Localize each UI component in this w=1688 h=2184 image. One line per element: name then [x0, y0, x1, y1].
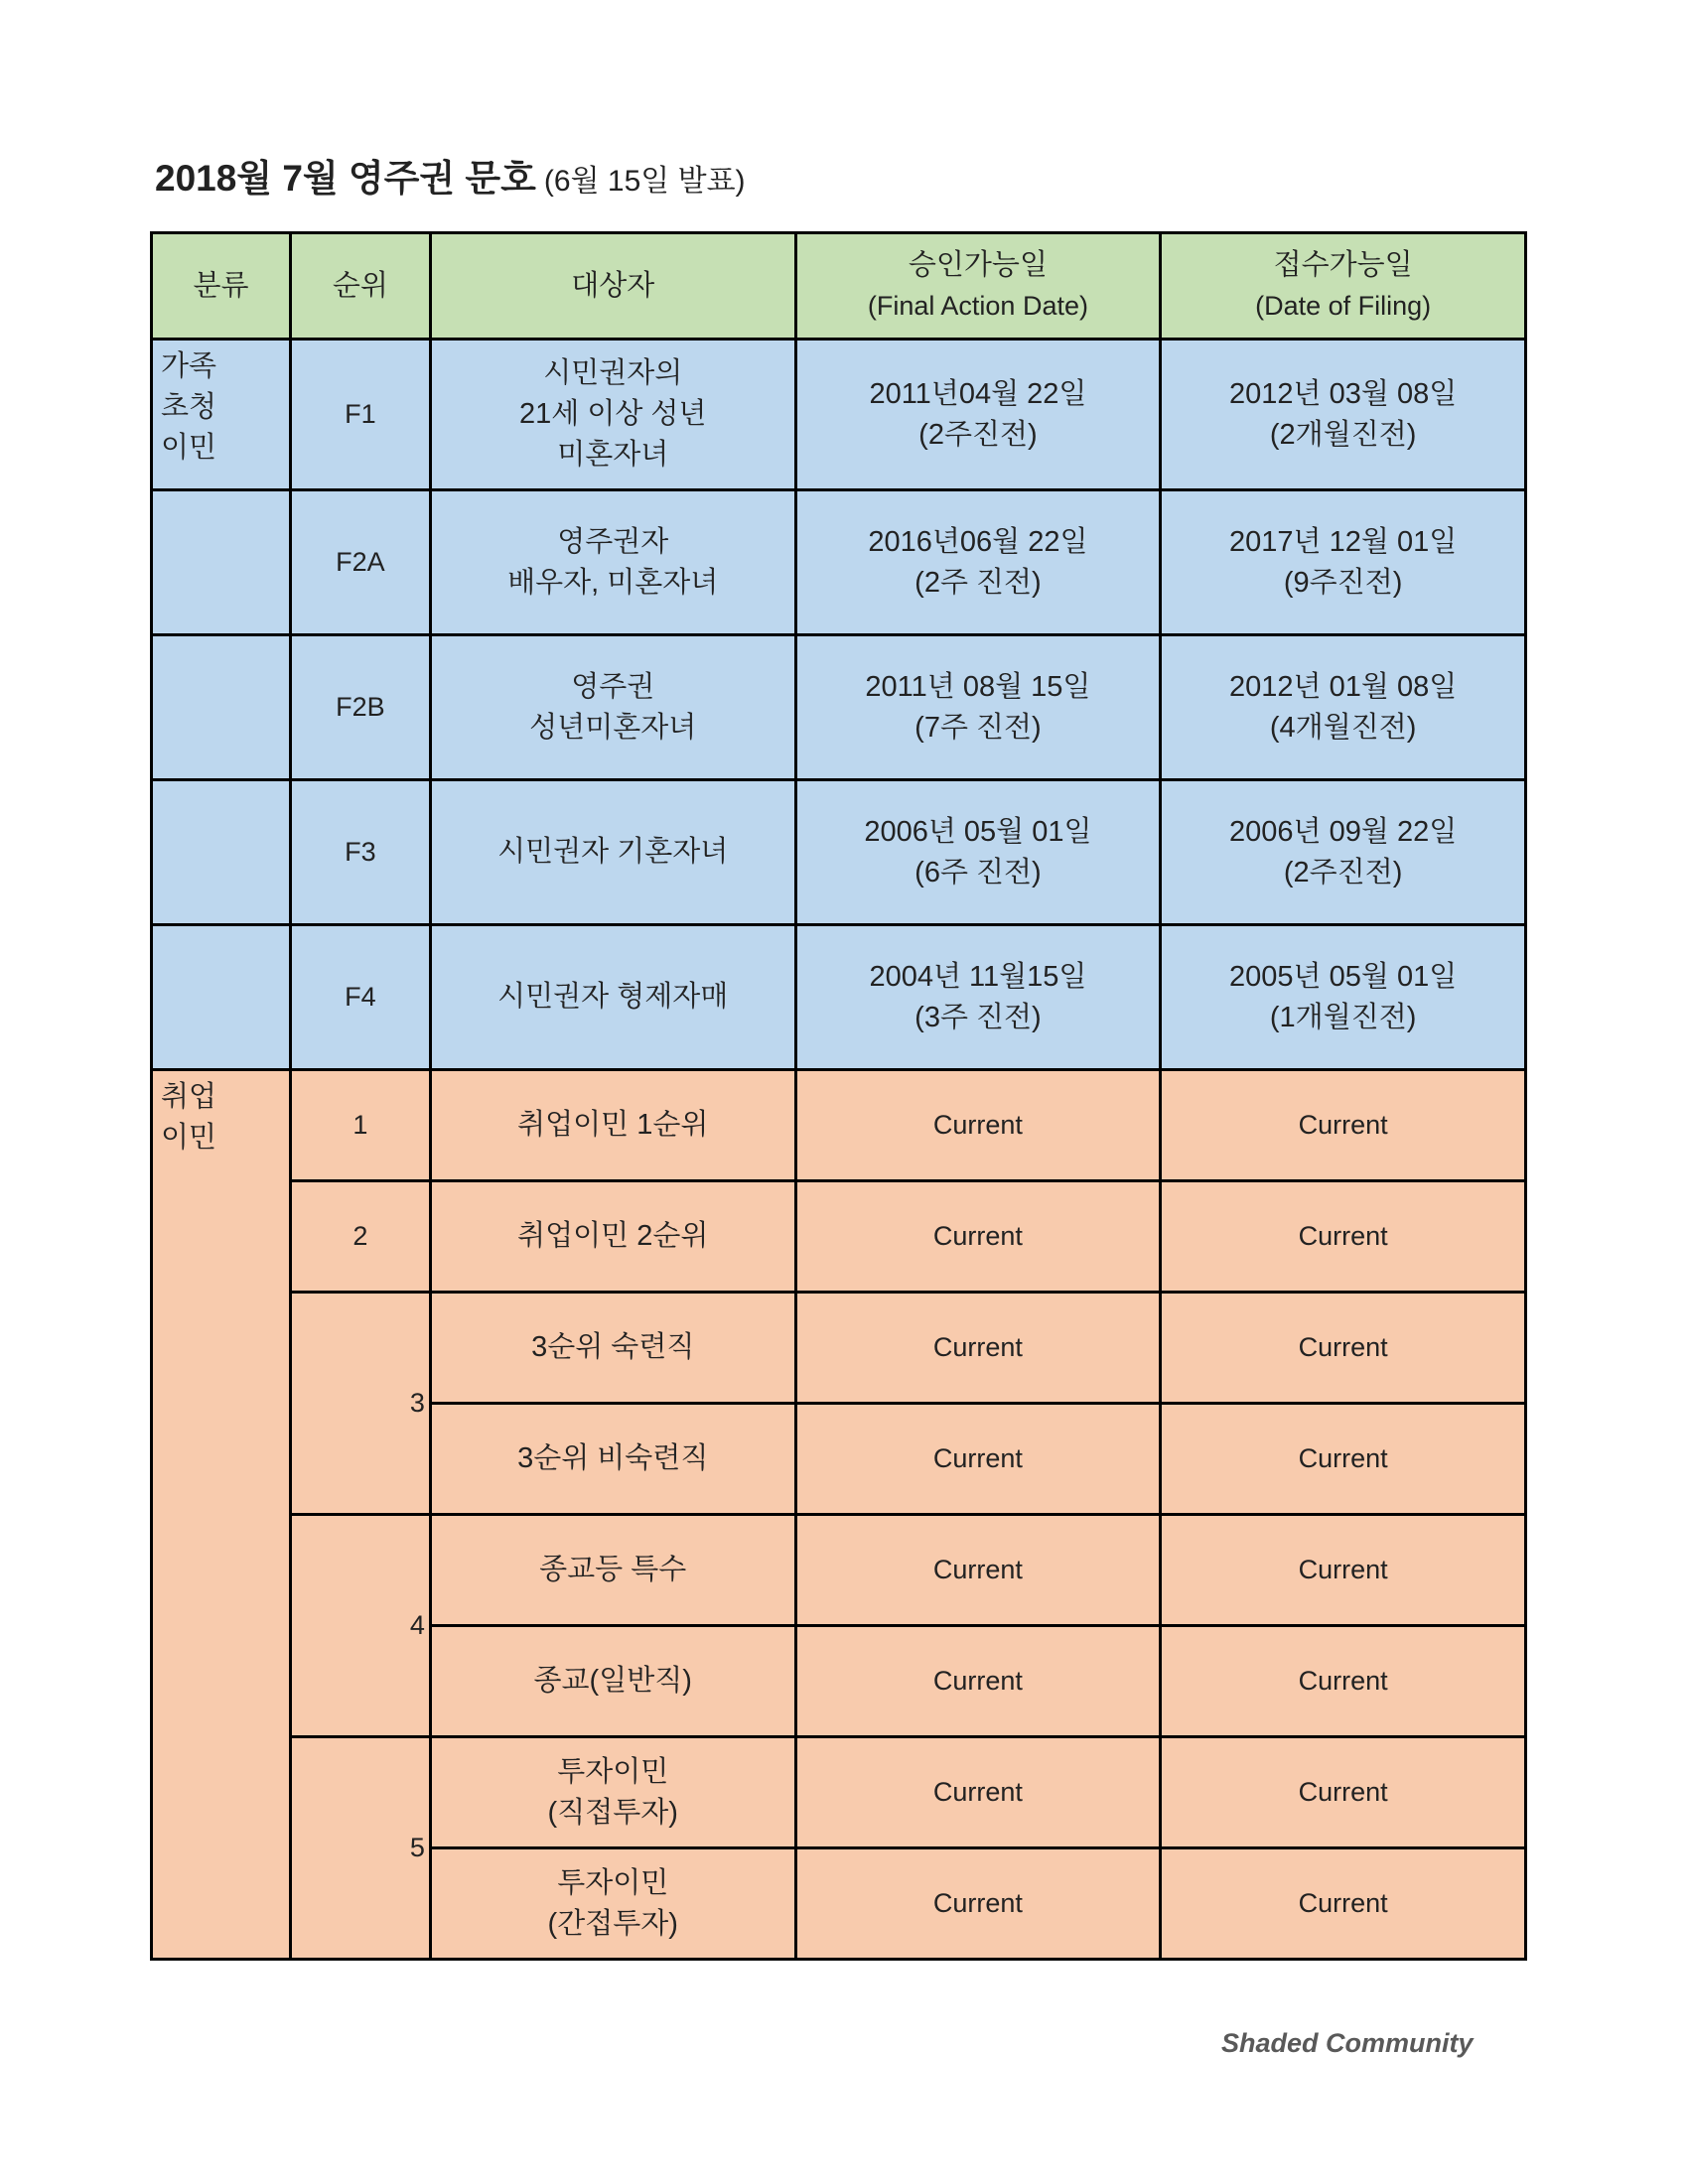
rank-cell: 5 — [290, 1737, 430, 1960]
target-cell — [430, 780, 795, 925]
target-cell — [430, 490, 795, 635]
rank-cell: F2B — [290, 635, 430, 780]
final-action-cell — [795, 925, 1161, 1070]
table-row — [152, 1181, 1526, 1293]
target-line: 미혼자녀 — [557, 439, 669, 471]
final-action-cell — [795, 635, 1161, 780]
target-cell — [430, 925, 795, 1070]
title-sub: (6월 15일 발표) — [543, 165, 746, 198]
final-action-change: (2주진전) — [918, 418, 1038, 451]
family-category-line: 이민 — [161, 432, 217, 464]
rank-cell: F4 — [290, 925, 430, 1070]
final-action-cell: Current — [795, 1404, 1161, 1515]
rank-cell: 4 — [290, 1515, 430, 1737]
target-line: 투자이민 — [557, 1755, 669, 1788]
header-final-action-ko: 승인가능일 — [908, 249, 1048, 281]
header-filing — [1161, 233, 1526, 340]
rank-cell: 2 — [290, 1181, 430, 1293]
category-cell-empty — [152, 635, 291, 780]
rank-cell: 3 — [290, 1293, 430, 1515]
header-final-action — [795, 233, 1161, 340]
target-line: 배우자, 미혼자녀 — [507, 566, 719, 599]
employment-category-line: 이민 — [161, 1122, 217, 1154]
table-row — [152, 1737, 1526, 1848]
page-title — [155, 149, 746, 208]
filing-change: (2주진전) — [1283, 856, 1403, 888]
table-row — [152, 340, 1526, 490]
filing-cell: Current — [1161, 1737, 1526, 1848]
filing-date: 2017년 12월 01일 — [1229, 525, 1458, 558]
target-line: (직접투자) — [547, 1796, 678, 1829]
header-filing-ko: 접수가능일 — [1273, 249, 1413, 281]
final-action-date: 2006년 05월 01일 — [864, 815, 1092, 848]
final-action-date: 2004년 11월15일 — [869, 960, 1087, 993]
filing-cell — [1161, 925, 1526, 1070]
final-action-cell — [795, 490, 1161, 635]
final-action-date: 2011년 08월 15일 — [865, 670, 1091, 703]
target-line: 시민권자의 — [543, 357, 683, 389]
final-action-cell: Current — [795, 1181, 1161, 1293]
filing-cell — [1161, 780, 1526, 925]
target-line: 영주권자 — [557, 525, 669, 558]
table-row — [152, 1515, 1526, 1626]
target-cell — [430, 1737, 795, 1848]
target-line: 투자이민 — [557, 1866, 669, 1899]
target-line: 성년미혼자녀 — [529, 711, 697, 744]
category-cell-empty — [152, 925, 291, 1070]
table-header-row — [152, 233, 1526, 340]
family-category-cell — [152, 340, 291, 490]
category-cell-empty — [152, 490, 291, 635]
table-row — [152, 925, 1526, 1070]
target-cell: 종교등 특수 — [430, 1515, 795, 1626]
target-cell: 종교(일반직) — [430, 1626, 795, 1737]
filing-change: (2개월진전) — [1269, 418, 1417, 451]
filing-cell: Current — [1161, 1404, 1526, 1515]
table-row — [152, 780, 1526, 925]
target-cell — [430, 340, 795, 490]
title-main: 2018월 7월 영주권 문호 — [155, 158, 536, 199]
final-action-cell: Current — [795, 1515, 1161, 1626]
target-line: 시민권자 기혼자녀 — [497, 836, 729, 868]
target-line: 시민권자 형제자매 — [497, 981, 729, 1013]
filing-cell: Current — [1161, 1626, 1526, 1737]
employment-category-cell — [152, 1070, 291, 1960]
filing-date: 2005년 05월 01일 — [1229, 960, 1458, 993]
final-action-date: 2011년04월 22일 — [869, 377, 1087, 410]
filing-cell: Current — [1161, 1181, 1526, 1293]
target-cell: 취업이민 2순위 — [430, 1181, 795, 1293]
employment-category-line: 취업 — [161, 1081, 217, 1113]
table-row — [152, 1070, 1526, 1181]
final-action-cell — [795, 340, 1161, 490]
rank-cell: F2A — [290, 490, 430, 635]
header-rank: 순위 — [290, 233, 430, 340]
target-line: 21세 이상 성년 — [519, 398, 707, 430]
filing-date: 2012년 01월 08일 — [1229, 670, 1458, 703]
final-action-date: 2016년06월 22일 — [868, 525, 1088, 558]
target-cell: 3순위 비숙련직 — [430, 1404, 795, 1515]
filing-cell: Current — [1161, 1515, 1526, 1626]
visa-bulletin-table — [150, 231, 1527, 1961]
filing-cell: Current — [1161, 1848, 1526, 1960]
footer-credit: Shaded Community — [1221, 2028, 1474, 2058]
target-cell — [430, 1848, 795, 1960]
filing-cell — [1161, 635, 1526, 780]
final-action-cell: Current — [795, 1070, 1161, 1181]
rank-cell: 1 — [290, 1070, 430, 1181]
target-line: (간접투자) — [547, 1907, 678, 1940]
filing-date: 2012년 03월 08일 — [1229, 377, 1458, 410]
header-final-action-en: (Final Action Date) — [867, 291, 1088, 321]
header-filing-en: (Date of Filing) — [1255, 291, 1432, 321]
table-row — [152, 1293, 1526, 1404]
table-row — [152, 635, 1526, 780]
family-category-line: 초청 — [161, 391, 217, 423]
filing-cell: Current — [1161, 1293, 1526, 1404]
category-cell-empty — [152, 780, 291, 925]
final-action-change: (6주 진전) — [914, 856, 1042, 888]
target-cell: 3순위 숙련직 — [430, 1293, 795, 1404]
filing-cell — [1161, 490, 1526, 635]
final-action-cell: Current — [795, 1848, 1161, 1960]
final-action-cell: Current — [795, 1626, 1161, 1737]
target-line: 영주권 — [571, 670, 655, 703]
filing-cell: Current — [1161, 1070, 1526, 1181]
target-cell: 취업이민 1순위 — [430, 1070, 795, 1181]
header-target: 대상자 — [430, 233, 795, 340]
target-cell — [430, 635, 795, 780]
filing-cell — [1161, 340, 1526, 490]
final-action-change: (3주 진전) — [914, 1001, 1042, 1033]
filing-change: (4개월진전) — [1269, 711, 1417, 744]
final-action-change: (2주 진전) — [914, 566, 1042, 599]
final-action-cell — [795, 780, 1161, 925]
rank-cell: F1 — [290, 340, 430, 490]
rank-cell: F3 — [290, 780, 430, 925]
header-category: 분류 — [152, 233, 291, 340]
final-action-cell: Current — [795, 1737, 1161, 1848]
family-category-line: 가족 — [161, 350, 217, 382]
table-row — [152, 490, 1526, 635]
final-action-cell: Current — [795, 1293, 1161, 1404]
filing-change: (9주진전) — [1283, 566, 1403, 599]
filing-date: 2006년 09월 22일 — [1229, 815, 1458, 848]
final-action-change: (7주 진전) — [914, 711, 1042, 744]
filing-change: (1개월진전) — [1269, 1001, 1417, 1033]
